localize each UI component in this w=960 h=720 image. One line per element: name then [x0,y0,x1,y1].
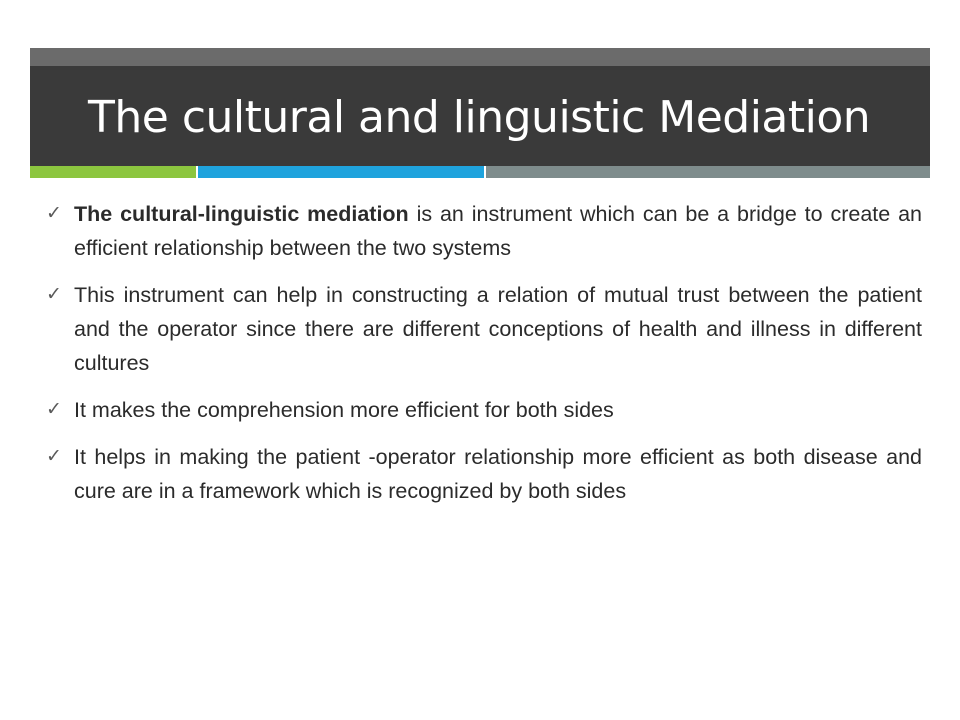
bullet-body: It makes the comprehension more efficient for both sides [74,398,614,422]
bullet-lead: The cultural-linguistic mediation [74,202,409,226]
checkmark-icon: ✓ [46,446,62,467]
slide-title: The cultural and linguistic Mediation [88,92,871,143]
accent-bar-gray [486,166,930,178]
checkmark-icon: ✓ [46,284,62,305]
bullet-text [74,283,922,375]
bullet-body: is an instrument which can be a bridge to create an efficient relationship between the two systems [74,202,923,260]
accent-bar-green [30,166,196,178]
accent-bar-blue [198,166,484,178]
checkmark-icon: ✓ [46,399,62,420]
bullet-text [74,202,922,260]
bullet-item [46,197,922,265]
bullet-text [74,445,922,503]
bullet-body: It helps in making the patient -operator relationship more efficient as both disease and cure are in a framework which is recognized by both sides [74,445,922,503]
title-band-top [30,48,930,66]
bullet-body: This instrument can help in constructing a relation of mutual trust between the patient and the operator since there are different conceptions of health and illness in different cultures [74,283,922,375]
bullet-list [46,197,922,521]
bullet-item [46,393,922,427]
bullet-text [74,398,614,422]
bullet-item [46,440,922,508]
bullet-item [46,278,922,380]
checkmark-icon: ✓ [46,203,62,224]
